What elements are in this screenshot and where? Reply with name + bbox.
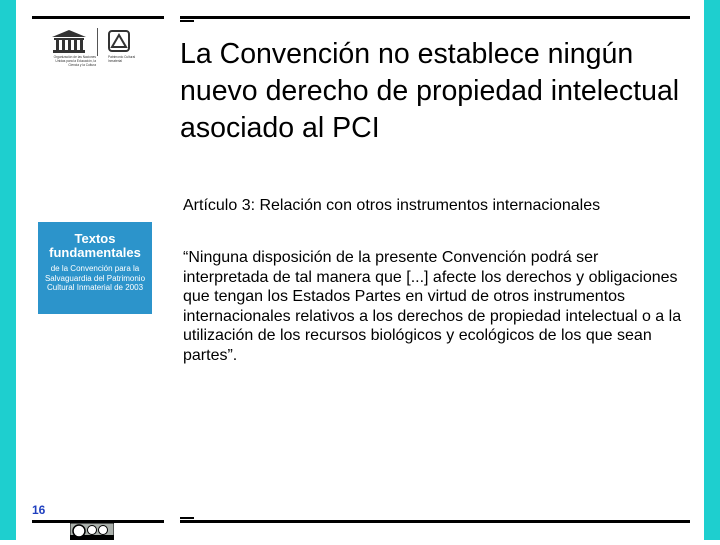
book-cover bbox=[38, 222, 152, 314]
unesco-logo-icon bbox=[52, 28, 142, 56]
bottom-right-rule bbox=[180, 520, 690, 523]
creative-commons-license bbox=[70, 523, 114, 540]
bottom-tick bbox=[180, 517, 194, 519]
article-heading: Artículo 3: Relación con otros instrumentos internacionales bbox=[183, 197, 601, 214]
book-cover-line3: de la Convención para la Salvaguardia del Patrimonio Cultural Inmaterial de 2003 bbox=[44, 264, 146, 292]
top-tick bbox=[180, 20, 194, 22]
top-left-rule bbox=[32, 16, 164, 19]
slide-title: La Convención no establece ningún nuevo derecho de propiedad intelectual asociado al PCI bbox=[180, 38, 680, 144]
heritage-text: Patrimonio Cultural Inmaterial bbox=[108, 55, 136, 63]
left-frame-bar bbox=[0, 0, 16, 540]
book-cover-line2: fundamentales bbox=[49, 245, 141, 260]
page-number: 16 bbox=[32, 503, 46, 517]
quote-text: “Ninguna disposición de la presente Convención podrá ser interpretada de tal manera que [...] afecte los derechos y obligaciones que tengan los Estados Partes en virtud de otros instrumentos internacionales relativos a los derechos de propiedad intelectual o a la utilización de los recursos biológicos y ecológicos de los que sean partes”. bbox=[183, 249, 682, 364]
creative-commons-license-icon bbox=[70, 523, 114, 540]
right-frame-bar bbox=[704, 0, 720, 540]
top-right-rule bbox=[180, 16, 690, 19]
book-cover-line1: Textos bbox=[74, 231, 116, 246]
unesco-org-text: Organización de las Naciones Unidas para la Educación, la Ciencia y la Cultura bbox=[53, 55, 96, 67]
unesco-logo bbox=[52, 28, 142, 78]
